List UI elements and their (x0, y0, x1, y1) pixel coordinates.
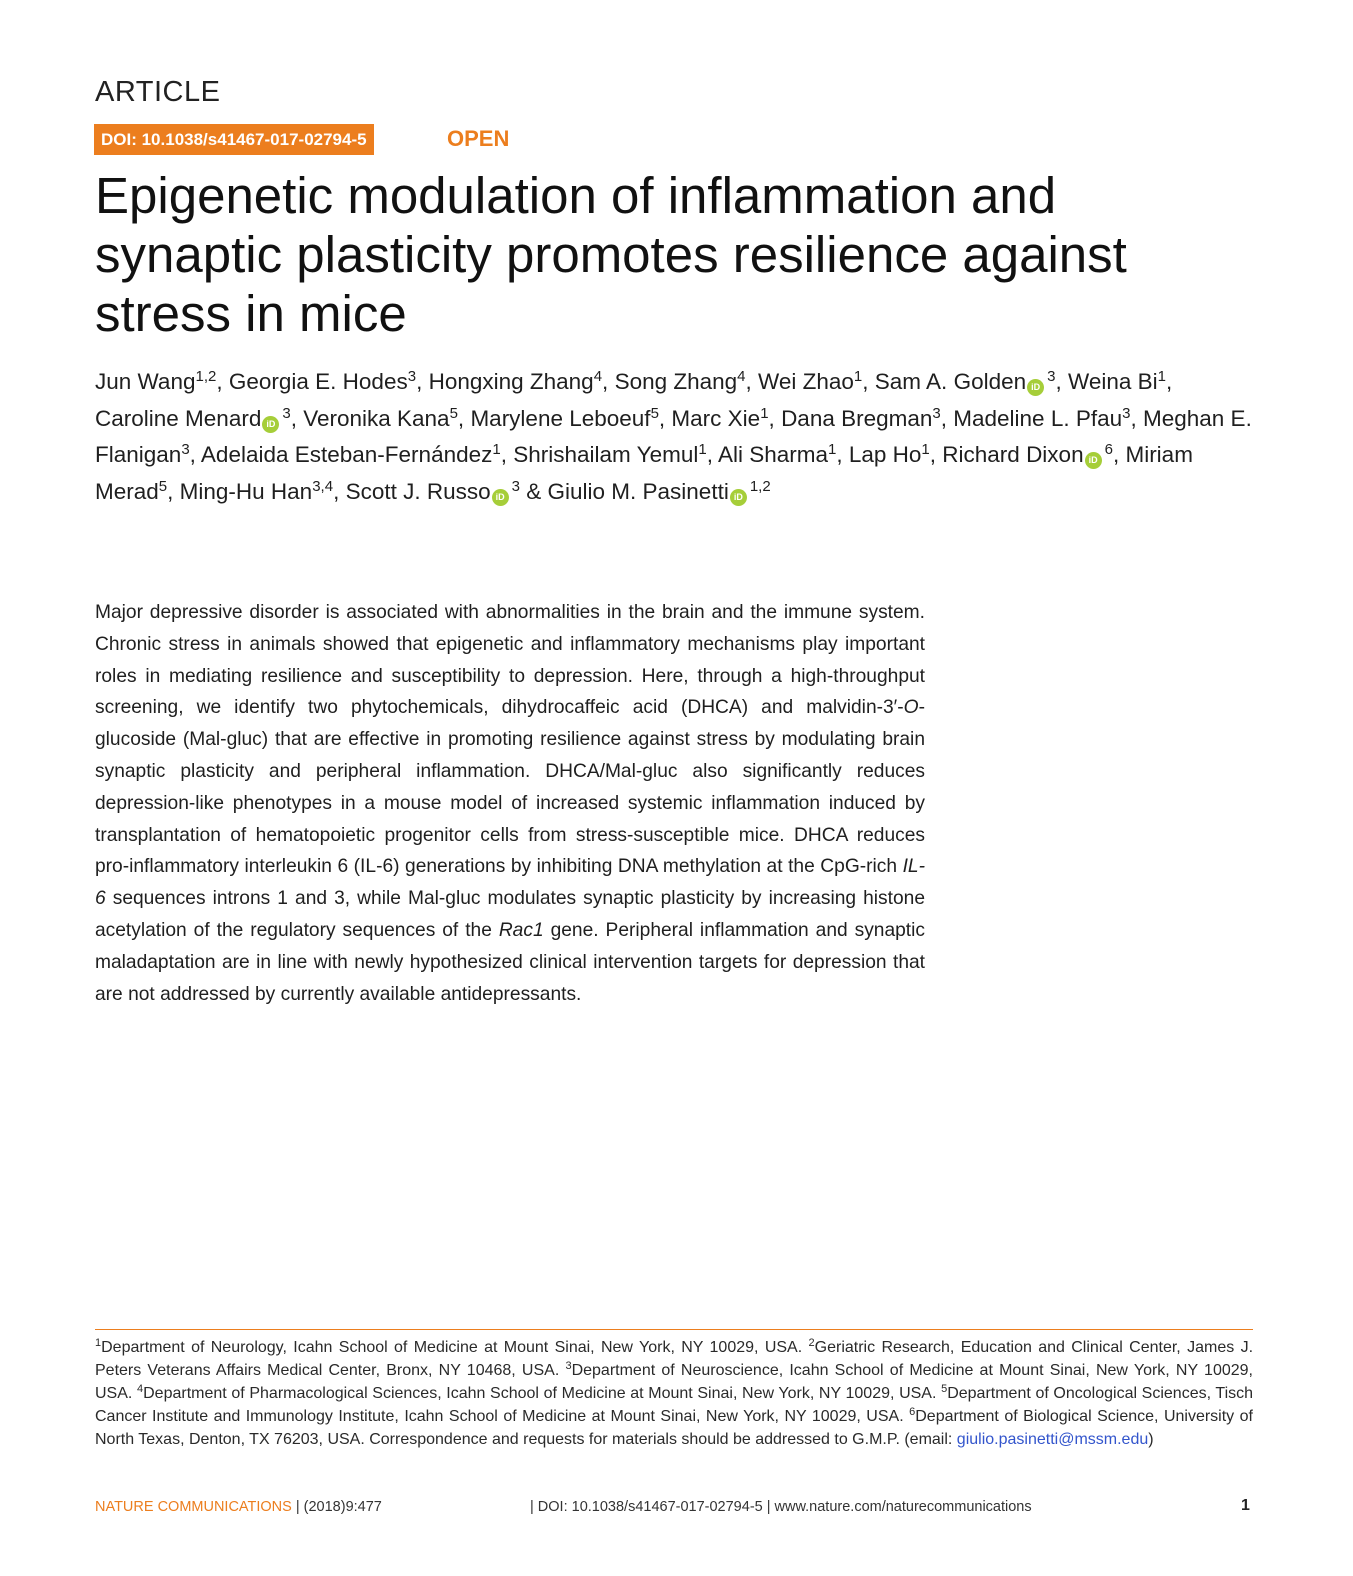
author-name[interactable]: Georgia E. Hodes (228, 369, 408, 394)
doi-badge[interactable]: DOI: 10.1038/s41467-017-02794-5 (94, 124, 374, 155)
author-affiliation-marker: 5 (650, 404, 659, 422)
author-name[interactable]: Giulio M. Pasinetti (547, 478, 729, 504)
author-name[interactable]: Song Zhang (614, 369, 738, 394)
affiliation-number: 6 (909, 1406, 916, 1418)
abstract-italic-il6: IL-6 (95, 856, 925, 910)
author-affiliation-marker: 3 (407, 368, 417, 385)
author (849, 442, 930, 467)
author-affiliation-marker: 3 (511, 477, 520, 495)
author (671, 406, 768, 431)
author-name[interactable]: Veronika Kana (303, 405, 450, 431)
author-affiliation-marker: 1 (698, 441, 707, 459)
author-affiliation-marker: 5 (449, 404, 458, 422)
author-name[interactable]: Meghan E. Flanigan (95, 405, 1252, 468)
author (758, 369, 862, 394)
abstract-italic-o: O (903, 697, 919, 719)
paper-title: Epigenetic modulation of inflammation and synaptic plasticity promotes resilience against stress in mice (95, 167, 1127, 342)
author (201, 442, 501, 467)
author-list: Jun Wang$^{1,2}$, Georgia E. Hodes$^3$, Hongxing Zhang$^4$, Song Zhang$^4$, Wei Zhao$^1$, Sam A. Golden $iD^3$, Weina Bi$^1$, Caroline Menard $iD^3$, Veronika Kana$^5$, Marylene Leboeuf$^5$, Marc Xie$^1$, Dana Bregman$^3$, Madeline L. Pfau$^3$, Meghan E. Flanigan$^3$, Adelaida Esteban-Fernández$^1$, Shrishailam Yemul$^1$, Ali Sharma$^1$, Lap Ho$^1$, Richard Dixon $iD^6$, Miriam Merad$^5$, Ming-Hu Han$^{3,4}$, Scott J. Russo $iD^3$ & Giulio M. Pasinetti iD$^{1,2}$ (95, 368, 1252, 504)
author-affiliation-marker: 3,4 (312, 477, 334, 495)
author (180, 479, 333, 504)
author (95, 369, 216, 394)
author (513, 442, 706, 467)
email-link[interactable]: giulio.pasinetti@mssm.edu (956, 1431, 1149, 1448)
author-affiliation-marker: 1 (828, 441, 837, 459)
author-affiliation-marker: 3 (932, 404, 941, 422)
abstract-italic-rac1: Rac1 (498, 919, 544, 941)
author (718, 442, 836, 467)
abstract (95, 597, 925, 1010)
author-name[interactable]: Hongxing Zhang (428, 369, 594, 394)
author-name[interactable]: Jun Wang (95, 369, 196, 394)
abstract-text-4: gene. Peripheral inflammation and synaptic maladaptation are in line with newly hypothesized clinical intervention targets for depression that are not addressed by currently available antidepressants. (95, 919, 925, 1005)
orcid-icon[interactable]: iD (730, 489, 747, 506)
footer-journal (95, 1499, 382, 1515)
correspondence-close: ) (1148, 1431, 1154, 1448)
orcid-icon[interactable]: iD (262, 416, 279, 433)
abstract-text-3: sequences introns 1 and 3, while Mal-gluc modulates synaptic plasticity by increasing histone acetylation of the regulatory sequences of the (95, 888, 925, 941)
page-number: 1 (1241, 1497, 1250, 1514)
orcid-icon[interactable]: iD (492, 489, 509, 506)
footer-journal-name[interactable]: NATURE COMMUNICATIONS (95, 1499, 292, 1515)
author (1068, 369, 1166, 394)
author-name[interactable]: Madeline L. Pfau (953, 405, 1123, 431)
author-affiliation-marker: 1,2 (195, 368, 217, 385)
affiliations (95, 1336, 1253, 1451)
open-access-label: OPEN (447, 126, 510, 151)
author (303, 406, 458, 431)
affiliation-text: Geriatric Research, Education and Clinical Center, James J. Peters Veterans Affairs Medical Center, Bronx, NY 10468, USA. (95, 1339, 1254, 1379)
author-affiliation-marker: 3 (181, 441, 190, 459)
author (615, 369, 746, 394)
author-affiliation-marker: 6 (1104, 441, 1113, 459)
author (953, 406, 1130, 431)
author-affiliation-marker: 4 (593, 368, 603, 385)
author-name[interactable]: Ali Sharma (717, 442, 828, 468)
footnote-divider (95, 1329, 1253, 1330)
affiliation-text: Department of Neurology, Icahn School of Medicine at Mount Sinai, New York, NY 10029, USA. (101, 1339, 809, 1356)
author (346, 479, 520, 504)
author-affiliation-marker: 1 (760, 404, 769, 422)
author-affiliation-marker: 1 (921, 441, 930, 459)
author (229, 369, 416, 394)
author-name[interactable]: Ming-Hu Han (179, 478, 313, 504)
author-affiliation-marker: 5 (158, 477, 168, 495)
author (942, 442, 1113, 467)
footer-volume: | (2018)9:477 (291, 1499, 382, 1515)
author-affiliation-marker: 3 (282, 404, 291, 422)
author-name[interactable]: Lap Ho (848, 442, 922, 468)
affiliation-text: Department of Oncological Sciences, Tisch Cancer Institute and Immunology Institute, Icahn School of Medicine at Mount Sinai, New York, NY 10029, USA. (95, 1385, 1254, 1425)
author-name[interactable]: Richard Dixon (942, 442, 1084, 468)
author-affiliation-marker: 1 (853, 368, 863, 385)
affiliation-number: 1 (95, 1337, 102, 1349)
author (95, 406, 291, 431)
author-name[interactable]: Adelaida Esteban-Fernández (200, 442, 493, 468)
abstract-text-1: Major depressive disorder is associated with abnormalities in the brain and the immune system. Chronic stress in animals showed that epigenetic and inflammatory mechanisms play important roles in mediating resilience and susceptibility to depression. Here, through a high-throughput screening, we identify two phytochemicals, dihydrocaffeic acid (DHCA) and malvidin-3′- (95, 602, 925, 719)
author-name[interactable]: Miriam Merad (95, 442, 1193, 504)
author-name[interactable]: Weina Bi (1067, 369, 1158, 394)
author-affiliation-marker: 1 (492, 441, 501, 459)
article-type-label: ARTICLE (95, 76, 221, 108)
author-name[interactable]: Dana Bregman (781, 405, 933, 431)
author-name[interactable]: Caroline Menard (95, 405, 262, 431)
author-name[interactable]: Marc Xie (671, 405, 761, 431)
author-name[interactable]: Marylene Leboeuf (470, 405, 651, 431)
author-affiliation-marker: 4 (737, 368, 746, 385)
affiliation-text: Department of Pharmacological Sciences, Icahn School of Medicine at Mount Sinai, New York, NY 10029, USA. (143, 1385, 942, 1402)
author (875, 369, 1056, 394)
affiliation-number: 5 (941, 1383, 948, 1395)
author (429, 369, 602, 394)
author-affiliation-marker: 1 (1157, 368, 1166, 385)
author (548, 479, 771, 504)
affiliation-text: Department of Neuroscience, Icahn School of Medicine at Mount Sinai, New York, NY 10029, USA. (95, 1362, 1253, 1402)
affiliation-number: 3 (565, 1360, 572, 1372)
author-name[interactable]: Wei Zhao (758, 369, 854, 394)
orcid-icon[interactable]: iD (1085, 452, 1102, 469)
correspondence-text: Correspondence and requests for materials should be addressed to G.M.P. (email: (364, 1431, 957, 1448)
author-name[interactable]: Sam A. Golden (874, 369, 1027, 394)
affiliation-text: Department of Biological Science, University of North Texas, Denton, TX 76203, USA. (95, 1408, 1253, 1448)
author-name[interactable]: Shrishailam Yemul (513, 442, 699, 468)
affiliation-number: 2 (808, 1337, 815, 1349)
author (470, 406, 658, 431)
author-affiliation-marker: 1,2 (749, 477, 771, 495)
author-affiliation-marker: 3 (1122, 404, 1131, 422)
affiliation-number: 4 (137, 1383, 144, 1395)
author (781, 406, 941, 431)
footer-doi-url[interactable]: | DOI: 10.1038/s41467-017-02794-5 | www.nature.com/naturecommunications (530, 1499, 1032, 1515)
abstract-text-2: -glucoside (Mal-gluc) that are effective in promoting resilience against stress by modulating brain synaptic plasticity and peripheral inflammation. DHCA/Mal-gluc also significantly reduces depression-like phenotypes in a mouse model of increased systemic inflammation induced by transplantation of hematopoietic progenitor cells from stress-susceptible mice. DHCA reduces pro-inflammatory interleukin 6 (IL-6) generations by inhibiting DNA methylation at the CpG-rich (95, 697, 925, 878)
orcid-icon[interactable]: iD (1027, 379, 1044, 396)
author-affiliation-marker: 3 (1047, 368, 1056, 385)
author-name[interactable]: Scott J. Russo (345, 478, 491, 504)
